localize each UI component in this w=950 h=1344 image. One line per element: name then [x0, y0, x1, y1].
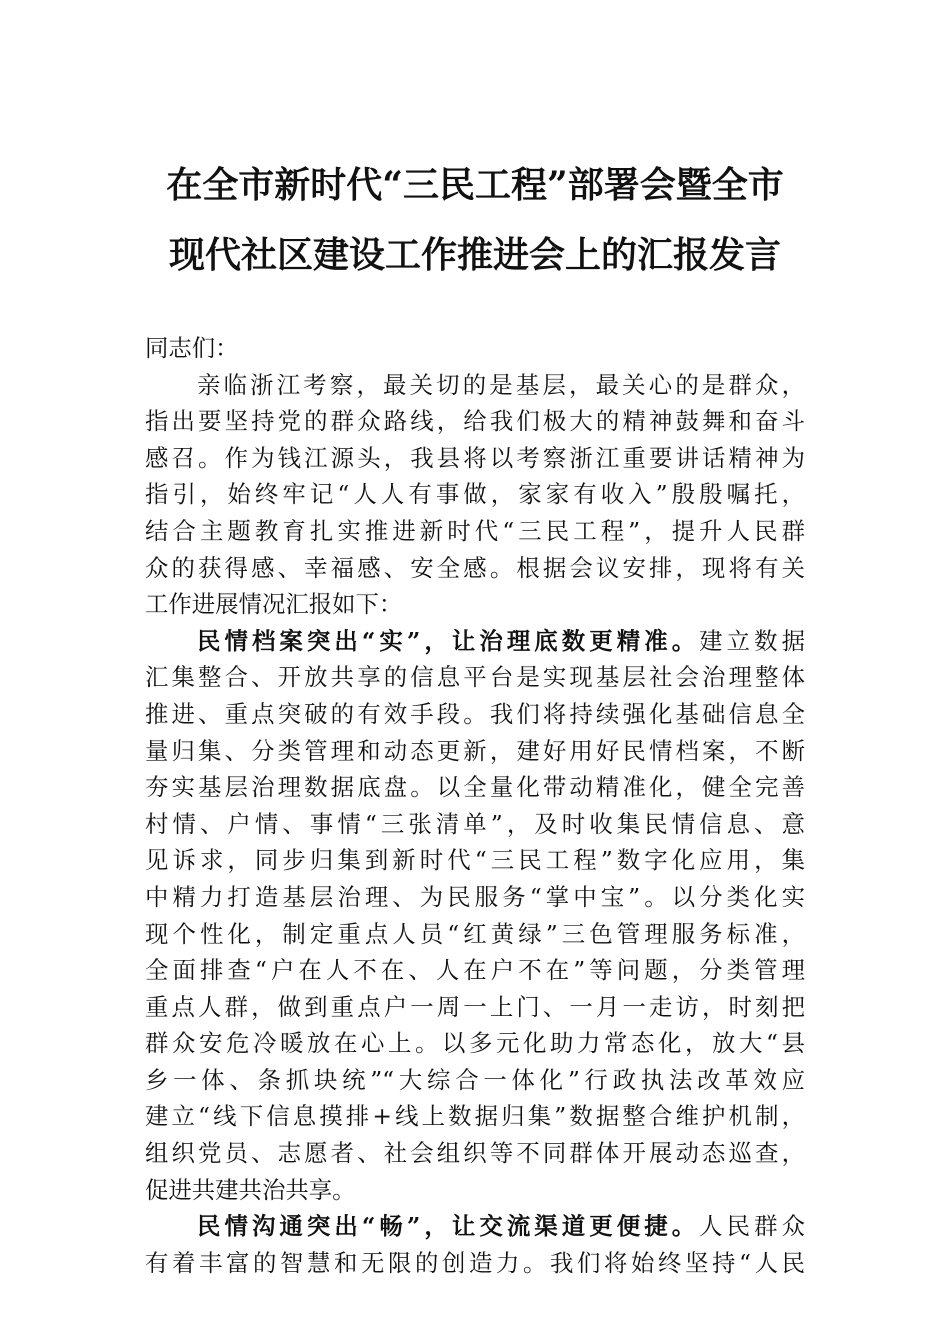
- body-lines: [145, 367, 805, 1282]
- paragraph-heading: 民情档案突出“实”，让治理底数更精准。: [197, 626, 700, 655]
- line-text: 有着丰富的智慧和无限的创造力。我们将始终坚持“人民: [145, 1248, 805, 1277]
- line-text: 汇集整合、开放共享的信息平台是实现基层社会治理整体: [145, 663, 805, 692]
- line-text: 重点人群，做到重点户一周一上门、一月一走访，时刻把: [145, 992, 805, 1021]
- line-text: 工作进展情况汇报如下：: [145, 590, 403, 619]
- document-body: [145, 330, 805, 1281]
- line-text: 量归集、分类管理和动态更新，建好用好民情档案，不断: [145, 736, 805, 765]
- line-text: 现个性化，制定重点人员“红黄绿”三色管理服务标准，: [145, 919, 805, 948]
- line-text: 中精力打造基层治理、为民服务“掌中宝”。以分类化实: [145, 882, 805, 911]
- line-text: 群众安危冷暖放在心上。以多元化助力常态化，放大“县: [145, 1029, 805, 1058]
- body-line: [145, 550, 805, 587]
- body-line: [145, 513, 805, 550]
- body-line: [145, 1062, 805, 1099]
- body-line: [145, 952, 805, 989]
- body-line: [145, 476, 805, 513]
- body-line: [145, 916, 805, 953]
- body-line: [145, 367, 805, 404]
- body-line: [145, 806, 805, 843]
- body-line: [145, 842, 805, 879]
- line-text: 感召。作为钱江源头，我县将以考察浙江重要讲话精神为: [145, 443, 805, 472]
- body-line: [145, 1098, 805, 1135]
- line-text: 推进、重点突破的有效手段。我们将持续强化基础信息全: [145, 699, 805, 728]
- line-text: 指引，始终牢记“人人有事做，家家有收入”殷殷嘱托，: [145, 480, 805, 509]
- body-line: [145, 623, 805, 660]
- body-line: [145, 659, 805, 696]
- body-line: [145, 1172, 805, 1209]
- line-text: 结合主题教育扎实推进新时代“三民工程”，提升人民群: [145, 516, 805, 545]
- line-text: 村情、户情、事情“三张清单”，及时收集民情信息、意: [145, 809, 805, 838]
- body-line: [145, 1135, 805, 1172]
- document-title-line-2: 现代社区建设工作推进会上的汇报发言: [168, 234, 781, 276]
- body-line: [145, 696, 805, 733]
- line-text: 指出要坚持党的群众路线，给我们极大的精神鼓舞和奋斗: [145, 407, 805, 436]
- line-text: 夯实基层治理数据底盘。以全量化带动精准化，健全完善: [145, 773, 805, 802]
- line-text: 促进共建共治共享。: [145, 1175, 356, 1204]
- line-text: 亲临浙江考察，最关切的是基层，最关心的是群众，: [197, 370, 805, 399]
- line-text: 见诉求，同步归集到新时代“三民工程”数字化应用，集: [145, 846, 805, 875]
- body-line: [145, 733, 805, 770]
- body-line: [145, 989, 805, 1026]
- body-line: [145, 440, 805, 477]
- body-line: [145, 1208, 805, 1245]
- line-text: 人民群众: [699, 1212, 805, 1241]
- document-title-line-1: 在全市新时代“三民工程”部署会暨全市: [166, 164, 784, 206]
- line-text: 众的获得感、幸福感、安全感。根据会议安排，现将有关: [145, 553, 805, 582]
- body-line: [145, 1245, 805, 1282]
- body-line: [145, 403, 805, 440]
- body-line: [145, 1025, 805, 1062]
- line-text: 乡一体、条抓块统”“大综合一体化”行政执法改革效应: [145, 1065, 805, 1094]
- line-text: 建立“线下信息摸排+线上数据归集”数据整合维护机制，: [145, 1102, 805, 1131]
- line-text: 组织党员、志愿者、社会组织等不同群体开展动态巡查，: [145, 1139, 805, 1168]
- salutation: 同志们：: [145, 334, 239, 362]
- line-text: 全面排查“户在人不在、人在户不在”等问题，分类管理: [145, 956, 805, 985]
- body-line: [145, 879, 805, 916]
- body-line: [145, 769, 805, 806]
- body-line: [145, 586, 805, 623]
- line-text: 建立数据: [699, 626, 805, 655]
- paragraph-heading: 民情沟通突出“畅”，让交流渠道更便捷。: [197, 1212, 700, 1241]
